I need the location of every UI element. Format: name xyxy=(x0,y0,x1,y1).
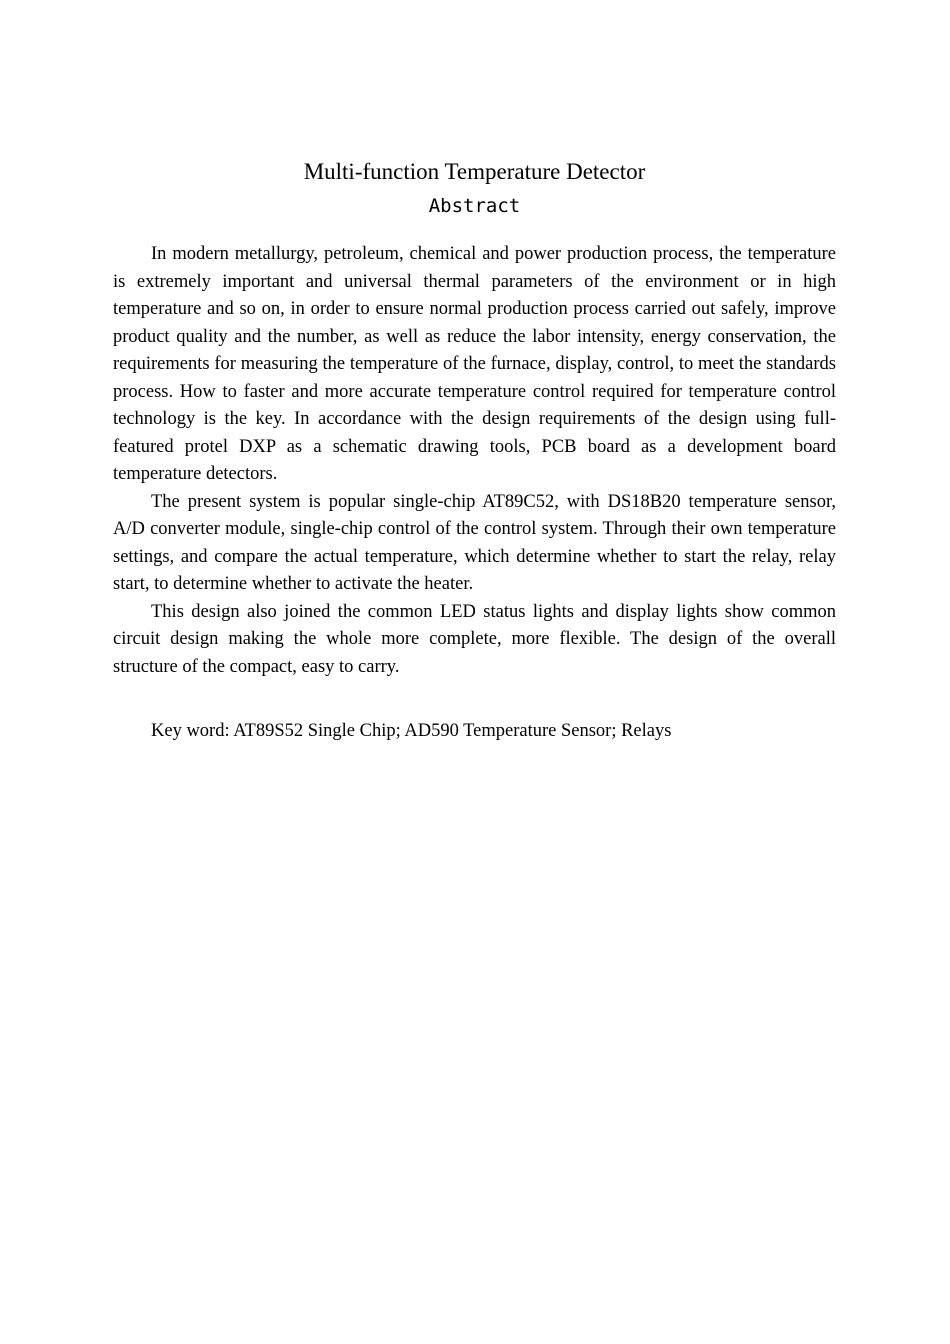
abstract-heading: Abstract xyxy=(428,195,521,217)
abstract-paragraph-1: In modern metallurgy, petroleum, chemical and power production process, the temperature is extremely important and universal thermal parameters of the environment or in high temperature and so on, in order to ensure normal production process carried out safely, improve product quality and the number, as well as reduce the labor intensity, energy conservation, the requirements for measuring the temperature of the furnace, display, control, to meet the standards process. How to faster and more accurate temperature control required for temperature control technology is the key. In accordance with the design requirements of the design using full-featured protel DXP as a schematic drawing tools, PCB board as a development board temperature detectors. xyxy=(113,244,836,484)
keywords-line: Key word: AT89S52 Single Chip; AD590 Temperature Sensor; Relays xyxy=(151,721,672,741)
abstract-paragraph-3: This design also joined the common LED status lights and display lights show common circuit design making the whole more complete, more flexible. The design of the overall structure of the compact, easy to carry. xyxy=(113,601,836,677)
abstract-paragraph-2: The present system is popular single-chip AT89C52, with DS18B20 temperature sensor, A/D converter module, single-chip control of the control system. Through their own temperature settings, and compare the actual temperature, which determine whether to start the relay, relay start, to determine whether to activate the heater. xyxy=(113,491,836,594)
abstract-body xyxy=(113,241,836,681)
document-title: Multi-function Temperature Detector xyxy=(303,159,646,184)
document-page xyxy=(113,155,836,746)
